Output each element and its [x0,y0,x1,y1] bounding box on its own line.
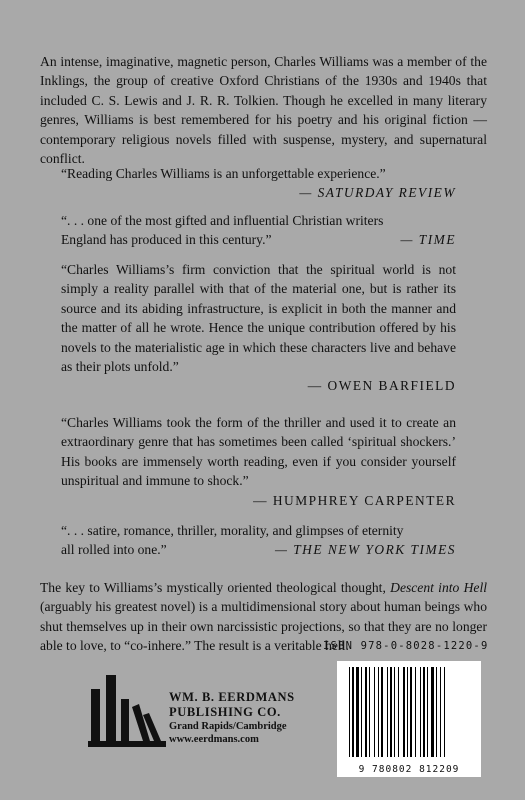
publisher-name-line1: WM. B. EERDMANS [169,690,295,704]
barcode-bar [436,667,437,757]
quote-text-line1: “. . . one of the most gifted and influential Christian writers [61,213,384,228]
quote-attribution: — OWEN BARFIELD [307,378,456,394]
barcode-bar [365,667,367,757]
publisher-logo-icon [88,671,166,747]
quote-text: “Charles Williams’s firm conviction that the spiritual world is not simply a reality parallel with that of the material one, but is rather its source and its abiding infrastructure, is explicit in both the manner and the matter of all he wrote. Hence the unique contribution offered by his novels to the materialistic age in which these characters live and behave as their plots unfold.” [61,262,456,375]
quote-row [61,540,456,559]
closing-text-end: (arguably his greatest novel) is a multidimensional story about human beings who shut themselves up in their own narcissistic projections, so that they are no longer able to love, to “co-inhere.” The result is a veritable hell. [40,599,487,654]
barcode-bar [378,667,379,757]
barcode [337,661,481,777]
quote-text: “Charles Williams took the form of the thriller and used it to create an extraordinary genre that has sometimes been called ‘spiritual shockers.’ His books are immensely worth reading, even if you consider yourself unspiritual and immune to shock.” [61,415,456,489]
barcode-number: 9 780802 812209 [358,764,460,775]
barcode-bar [374,667,375,757]
quote-row [61,230,456,249]
barcode-bar [390,667,392,757]
quote-attribution: — HUMPHREY CARPENTER [253,492,456,508]
publisher-info [169,690,329,746]
quote-new-york-times [61,521,456,560]
quote-attribution: — TIME [400,232,456,248]
closing-text-start: The key to Williams’s mystically oriented theological thought, [40,580,391,595]
barcode-bar [381,667,383,757]
barcode-bar [407,667,408,757]
publisher-name-line2: PUBLISHING CO. [169,705,281,719]
quote-humphrey-carpenter [61,413,456,510]
quote-attribution: — THE NEW YORK TIMES [274,542,456,558]
barcode-bar [369,667,370,757]
barcode-bar [427,667,428,757]
barcode-bar [356,667,359,757]
quote-attribution: — SATURDAY REVIEW [299,185,456,201]
quote-owen-barfield [61,260,456,396]
barcode-bar [394,667,395,757]
barcode-bar [352,667,354,757]
barcode-bar [403,667,405,757]
intro-paragraph: An intense, imaginative, magnetic person, Charles Williams was a member of the Inklings, the group of creative Oxford Christians of the 1930s and 1940s that included C. S. Lewis and J. R. R. Tolkien. Though he excelled in many literary genres, Williams is best remembered for his poetry and his original fiction — contemporary religious novels filled with suspense, mystery, and supernatural conflict. [40,54,487,167]
quote-text: “Reading Charles Williams is an unforgettable experience.” [61,166,386,181]
publisher-city: Grand Rapids/Cambridge [169,721,287,732]
barcode-bar [410,667,412,757]
barcode-bar [398,667,399,757]
barcode-bar [415,667,416,757]
isbn-label: ISBN 978-0-8028-1220-9 [323,640,489,652]
barcode-bar [361,667,362,757]
quote-time [61,211,456,250]
quote-text-line1: “. . . satire, romance, thriller, morality, and glimpses of eternity [61,523,404,538]
barcode-bar [440,667,441,757]
barcode-bar [420,667,421,757]
barcode-bar [387,667,388,757]
barcode-icon [337,661,481,765]
barcode-bar [349,667,350,757]
barcode-bar [431,667,434,757]
barcode-bar [423,667,425,757]
quote-saturday-review [61,164,456,203]
publisher-url: www.eerdmans.com [169,734,259,745]
quote-text-line2: all rolled into one.” [61,542,167,558]
barcode-bar [444,667,445,757]
quote-text-line2: England has produced in this century.” [61,232,272,248]
book-title: Descent into Hell [390,580,487,595]
